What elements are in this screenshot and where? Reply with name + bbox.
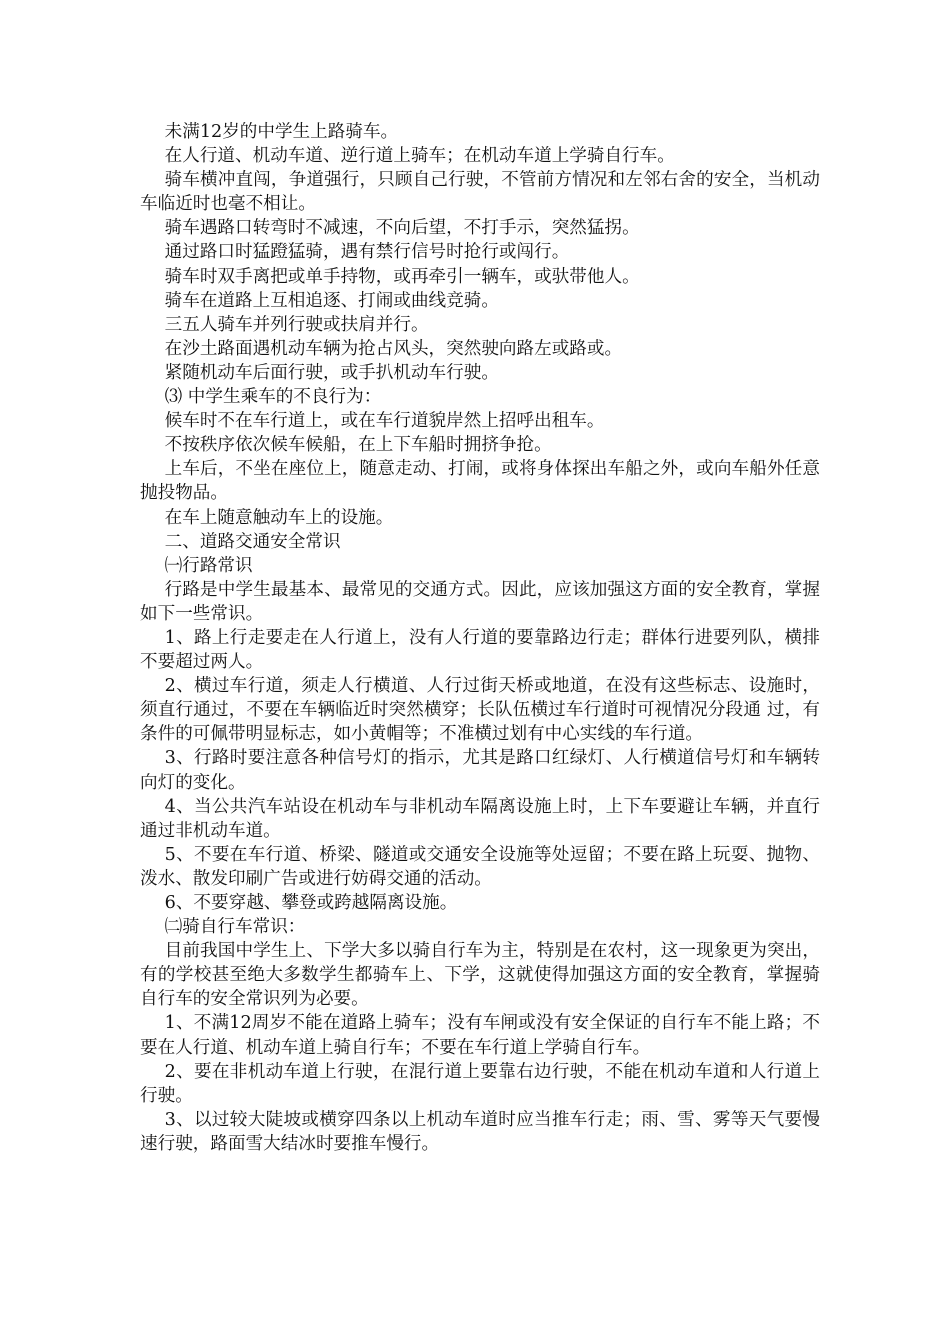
paragraph: 三五人骑车并列行驶或扶肩并行。 — [164, 314, 429, 335]
list-item: 2、横过车行道，须走人行横道、人行过街天桥或地道，在没有这些标志、设施时，须直行通过，不要在车辆临近时突然横穿；长队伍横过车行道时可视情况分段通 过，有条件的可佩带明显标志，如小黄帽等；不准横过划有中心实线的车行道。 — [140, 676, 820, 745]
paragraph: 骑车在道路上互相追逐、打闹或曲线竞骑。 — [164, 290, 499, 311]
list-item: 5、不要在车行道、桥梁、隧道或交通安全设施等处逗留；不要在路上玩耍、抛物、泼水、散发印刷广告或进行妨碍交通的活动。 — [140, 844, 820, 889]
paragraph: 通过路口时猛蹬猛骑，遇有禁行信号时抢行或闯行。 — [164, 242, 570, 263]
paragraph: 骑车时双手离把或单手持物，或再牵引一辆车，或驮带他人。 — [164, 266, 640, 287]
list-item: 3、行路时要注意各种信号灯的指示，尤其是路口红绿灯、人行横道信号灯和车辆转向灯的变化。 — [140, 748, 820, 793]
paragraph: 在沙土路面遇机动车辆为抢占风头，突然驶向路左或路或。 — [164, 338, 623, 359]
paragraph: 不按秩序依次候车候船，在上下车船时拥挤争抢。 — [164, 435, 552, 456]
list-item: 2、要在非机动车道上行驶，在混行道上要靠右边行驶，不能在机动车道和人行道上行驶。 — [140, 1061, 820, 1106]
list-item: 6、不要穿越、攀登或跨越隔离设施。 — [164, 893, 458, 913]
list-item: 1、不满12周岁不能在道路上骑车；没有车闸或没有安全保证的自行车不能上路；不要在人行道、机动车道上骑自行车；不要在车行道上学骑自行车。 — [140, 1013, 820, 1058]
section-heading: ㈠行路常识 — [164, 555, 253, 576]
paragraph: 紧随机动车后面行驶，或手扒机动车行驶。 — [164, 362, 499, 383]
paragraph: 候车时不在车行道上，或在车行道貌岸然上招呼出租车。 — [164, 411, 605, 432]
paragraph: 目前我国中学生上、下学大多以骑自行车为主，特别是在农村，这一现象更为突出，有的学校甚至绝大多数学生都骑车上、下学，这就使得加强这方面的安全教育，掌握骑自行车的安全常识列为必要。 — [140, 941, 820, 1010]
section-heading: ㈡骑自行车常识： — [164, 917, 306, 938]
list-item: 4、当公共汽车站设在机动车与非机动车隔离设施上时，上下车要避让车辆，并直行通过非机动车道。 — [140, 796, 820, 841]
paragraph: 骑车横冲直闯，争道强行，只顾自己行驶，不管前方情况和左邻右舍的安全，当机动车临近时也毫不相让。 — [140, 170, 820, 215]
paragraph: 行路是中学生最基本、最常见的交通方式。因此，应该加强这方面的安全教育，掌握如下一些常识。 — [140, 579, 820, 624]
paragraph: 未满12岁的中学生上路骑车。 — [164, 122, 399, 142]
section-heading: 二、道路交通安全常识 — [164, 531, 341, 552]
section-heading: ⑶ 中学生乘车的不良行为： — [164, 387, 382, 408]
document-page — [140, 120, 820, 1156]
paragraph: 上车后，不坐在座位上，随意走动、打闹，或将身体探出车船之外，或向车船外任意抛投物品。 — [140, 459, 820, 504]
paragraph: 骑车遇路口转弯时不减速，不向后望，不打手示，突然猛拐。 — [164, 218, 640, 239]
list-item: 1、路上行走要走在人行道上，没有人行道的要靠路边行走；群体行进要列队，横排不要超过两人。 — [140, 627, 820, 673]
list-item: 3、以过较大陡坡或横穿四条以上机动车道时应当推车行走；雨、雪、雾等天气要慢速行驶，路面雪大结冰时要推车慢行。 — [140, 1109, 820, 1154]
paragraph: 在人行道、机动车道、逆行道上骑车；在机动车道上学骑自行车。 — [164, 146, 675, 167]
paragraph: 在车上随意触动车上的设施。 — [164, 507, 394, 528]
